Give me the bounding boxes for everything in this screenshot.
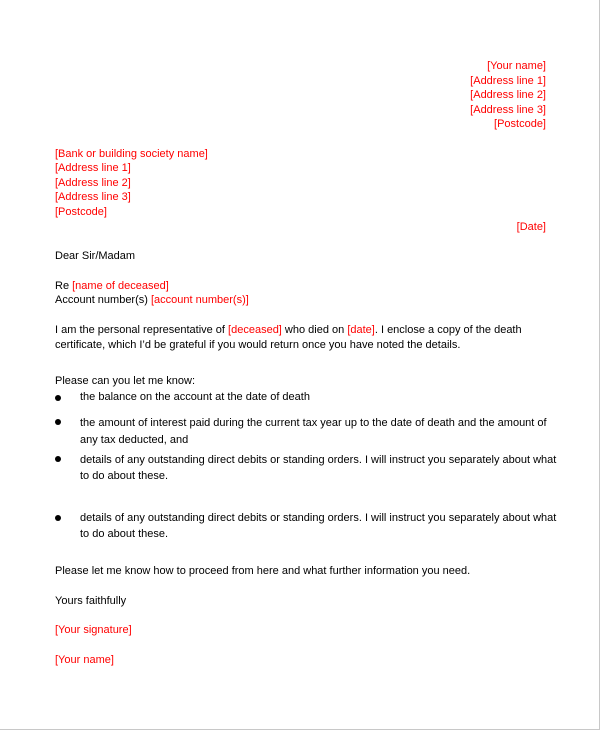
intro-text: who died on [281,324,348,336]
bullet-dot [55,419,61,425]
recipient-postcode: [Postcode] [55,206,107,218]
letter-date: [Date] [516,221,546,233]
bullet-dot [55,395,61,401]
intro-text: I am the personal representative of [55,324,229,336]
recipient-address-line-1: [Address line 1] [55,162,131,174]
recipient-address-line-3: [Address line 3] [55,191,131,203]
intro-line-2: certificate, which I’d be grateful if you would return once you have noted the details. [55,339,461,351]
bullet-item-interest-line-2: any tax deducted, and [80,434,189,446]
recipient-address-line-2: [Address line 2] [55,177,131,189]
re-deceased-name: [name of deceased] [72,280,169,292]
account-number: [account number(s)] [150,294,249,306]
bullet-item-debits-repeat-line-2: to do about these. [80,528,169,540]
account-label: Account number(s) [55,294,151,306]
account-line [55,293,249,307]
recipient-name: [Bank or building society name] [55,148,208,160]
sender-postcode: [Postcode] [494,118,546,130]
intro-date: [date] [347,324,375,336]
sender-name: [Your name] [487,60,546,72]
re-label: Re [55,280,73,292]
sender-address-line-1: [Address line 1] [470,75,546,87]
request-line: Please can you let me know: [55,375,196,387]
intro-text: . I enclose a copy of the death [374,324,522,336]
your-name-placeholder: [Your name] [55,654,114,666]
salutation: Dear Sir/Madam [55,250,136,262]
closing-request: Please let me know how to proceed from here and what further information you need. [55,565,471,577]
sender-address-line-2: [Address line 2] [470,89,546,101]
bullet-item-balance: the balance on the account at the date of death [80,391,310,403]
sender-address-line-3: [Address line 3] [470,104,546,116]
signature-placeholder: [Your signature] [55,624,132,636]
intro-deceased: [deceased] [228,324,282,336]
bullet-item-debits-line-1: details of any outstanding direct debits or standing orders. I will instruct you separately about what [80,454,557,466]
bullet-item-interest-line-1: the amount of interest paid during the current tax year up to the date of death and the amount of [80,417,547,429]
bullet-dot [55,515,61,521]
intro-line-1 [55,323,522,337]
bullet-item-debits-repeat-line-1: details of any outstanding direct debits or standing orders. I will instruct you separately about what [80,512,557,524]
re-line [55,279,169,293]
bullet-item-debits-line-2: to do about these. [80,470,169,482]
bullet-dot [55,456,61,462]
sign-off: Yours faithfully [55,595,127,607]
